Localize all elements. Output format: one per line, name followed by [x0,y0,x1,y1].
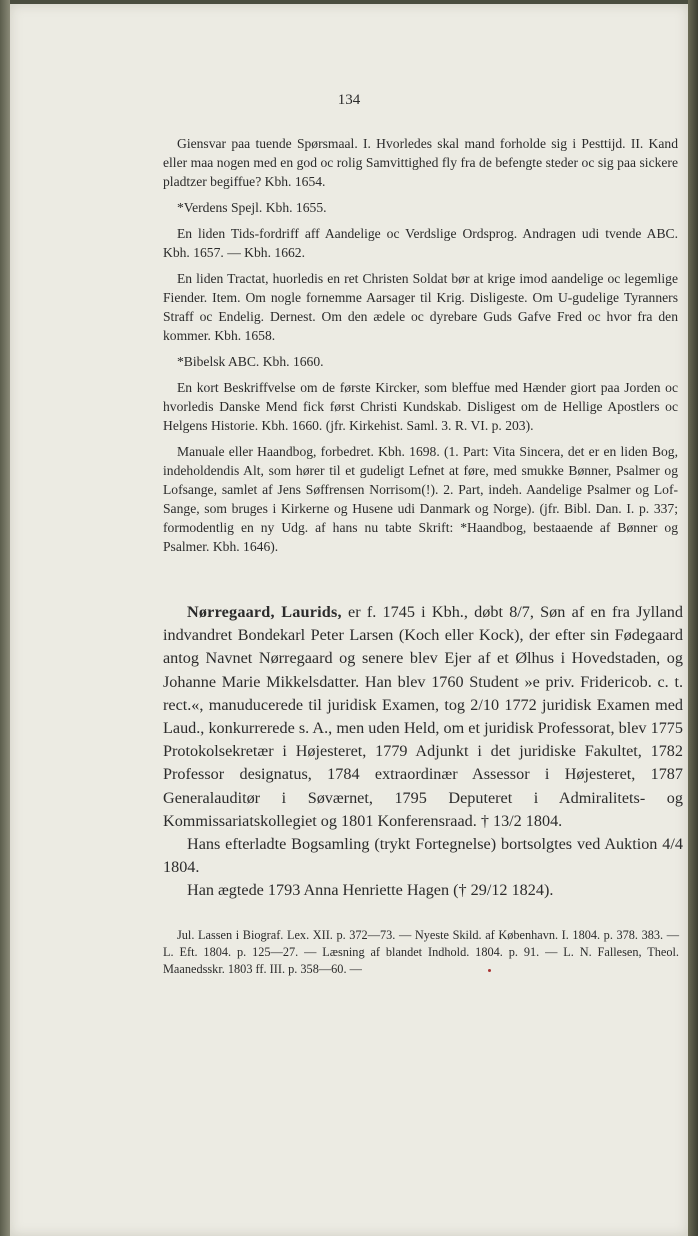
book-page [10,4,688,1236]
bibliography-item: En kort Beskriffvelse om de første Kircker, som bleffue med Hænder giort paa Jorden oc hvorledis Danske Mend fick først Christi Kundskab. Disligest om de Hellige Apostlers oc Helgens Historie. Kbh. 1660. (jfr. Kirkehist. Saml. 3. R. VI. p. 203). [163,380,678,433]
entry-paragraph-3: Han ægtede 1793 Anna Henriette Hagen († 29/12 1824). [187,881,554,900]
page-left-edge [0,0,10,1236]
bibliography-item: Giensvar paa tuende Spørsmaal. I. Hvorledes skal mand forholde sig i Pesttijd. II. Kand eller maa nogen med en god oc rolig Samvittighed fly fra de befengte steder oc sig paa sickere pladtzer begiffue? Kbh. 1654. [163,136,678,189]
entry-text: er f. 1745 i Kbh., døbt 8/7, Søn af en fra Jylland indvandret Bondekarl Peter Larsen (Koch eller Kock), der efter sin Fødegaard antog Navnet Nørregaard og senere blev Ejer af et Ølhus i Hovedstaden, og Johanne Marie Mikkelsdatter. Han blev 1760 Student »e priv. Fridericob. c. t. rect.«, manuducerede til juridisk Examen, tog 2/10 1772 juridisk Examen med Laud., konkurrerede s. A., men uden Held, om et juridisk Professorat, blev 1775 Protokolsekretær i Højesteret, 1779 Adjunkt i det juridiske Fakultet, 1782 Professor designatus, 1784 extraordinær Assessor i Højesteret, 1787 Generalauditør i Søværnet, 1795 Deputeret i Admiralitets- og Kommissariatskollegiet og 1801 Konferensraad. † 13/2 1804. [163,603,683,830]
bibliography-item: En liden Tractat, huorledis en ret Christen Soldat bør at krige imod aandelige oc legemlige Fiender. Item. Om nogle fornemme Aarsager til Krig. Disligeste. Om U-gudelige Tyranners Straff oc Endelig. Dernest. Om den ædele oc dyrebare Guds Gafve Fred oc hvor fra den kommer. Kbh. 1658. [163,271,678,343]
page-number: 134 [337,92,361,108]
entry-name: Nørregaard, Laurids, [187,603,342,621]
bibliography-item: Manuale eller Haandbog, forbedret. Kbh. 1698. (1. Part: Vita Sincera, det er en liden Bog, indeholdendis Alt, som hører til et gudeligt Lefnet at føre, med smukke Bønner, Psalmer og Lofsange, samlet af Jens Søffrensen Norrisom(!). 2. Part, indeh. Aandelige Psalmer og Lof-Sange, som bruges i Kirkerne og Husene udi Danmark og Norge). (jfr. Bibl. Dan. I. p. 337; formodentlig en ny Udg. af hans nu tabte Skrift: *Haandbog, bestaaende af Bønner og Psalmer. Kbh. 1646). [163,444,678,554]
entry-paragraph-2: Hans efterladte Bogsamling (trykt Fortegnelse) bortsolgtes ved Auktion 4/4 1804. [163,835,683,877]
bibliography-item: *Bibelsk ABC. Kbh. 1660. [177,354,324,369]
biography-entry [163,601,683,903]
book-spine [688,0,698,1236]
bibliography-list [163,134,678,563]
bibliography-item: En liden Tids-fordriff aff Aandelige oc Verdslige Ordsprog. Andragen udi tvende ABC. Kbh. 1657. — Kbh. 1662. [163,226,678,260]
ink-mark [488,969,491,972]
entry-paragraph [163,601,683,833]
references [163,927,679,977]
references-text: Jul. Lassen i Biograf. Lex. XII. p. 372—73. — Nyeste Skild. af København. I. 1804. p. 378. 383. — L. Eft. 1804. p. 125—27. — Læsning af blandet Indhold. 1804. p. 91. — L. N. Fallesen, Theol. Maanedsskr. 1803 ff. III. p. 358—60. — [163,928,679,976]
bibliography-item: *Verdens Spejl. Kbh. 1655. [177,200,327,215]
